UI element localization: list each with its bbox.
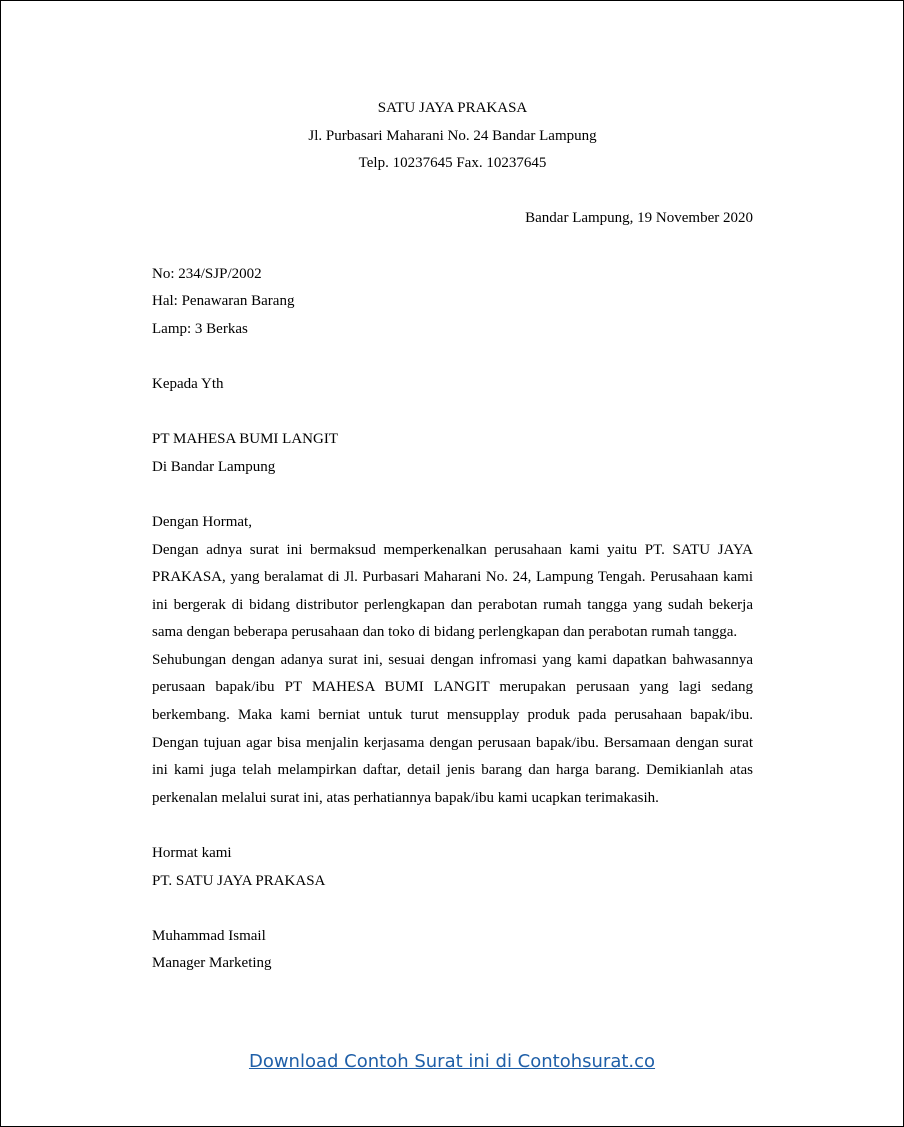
letterhead-address: Jl. Purbasari Maharani No. 24 Bandar Lampung xyxy=(308,127,597,144)
signer-name: Muhammad Ismail xyxy=(152,927,266,944)
recipient-location: Di Bandar Lampung xyxy=(152,458,276,475)
closing-company: PT. SATU JAYA PRAKASA xyxy=(152,872,326,889)
date-line: Bandar Lampung, 19 November 2020 xyxy=(525,210,753,227)
letterhead-company: SATU JAYA PRAKASA xyxy=(377,100,528,116)
letter-subject: Hal: Penawaran Barang xyxy=(152,293,295,310)
greeting: Dengan Hormat, xyxy=(152,513,252,530)
recipient-salutation: Kepada Yth xyxy=(152,375,224,392)
closing-regards: Hormat kami xyxy=(152,845,232,862)
letter-number: No: 234/SJP/2002 xyxy=(152,265,262,282)
letterhead-contact: Telp. 10237645 Fax. 10237645 xyxy=(358,155,547,172)
signer-title: Manager Marketing xyxy=(152,955,272,972)
body-paragraph-2: Sehubungan dengan adanya surat ini, sesuai dengan infromasi yang kami dapatkan bahwasannya perusaan bapak/ibu PT MAHESA BUMI LANGIT merupakan perusaan yang lagi sedang berkembang. Maka kami berniat untuk turut mensupplay produk pada perusahaan bapak/ibu. Dengan tujuan agar bisa menjalin kerjasama dengan perusaan bapak/ibu. Bersamaan dengan surat ini kami juga telah melampirkan daftar, detail jenis barang dan harga barang. Demikianlah atas perkenalan melalui surat ini, atas perhatiannya bapak/ibu kami ucapkan terimakasih. xyxy=(152,651,753,806)
letter-content xyxy=(152,95,753,978)
recipient-name: PT MAHESA BUMI LANGIT xyxy=(152,431,338,448)
body-paragraph-1: Dengan adnya surat ini bermaksud memperkenalkan perusahaan kami yaitu PT. SATU JAYA PRAKASA, yang beralamat di Jl. Purbasari Maharani No. 24, Lampung Tengah. Perusahaan kami ini bergerak di bidang distributor perlengkapan dan perabotan rumah tangga yang sudah bekerja sama dengan beberapa perusahaan dan toko di bidang perlengkapan dan perabotan rumah tangga. xyxy=(152,541,753,641)
letter-attachment: Lamp: 3 Berkas xyxy=(152,320,248,337)
download-link[interactable]: Download Contoh Surat ini di Contohsurat.co xyxy=(248,1051,656,1072)
